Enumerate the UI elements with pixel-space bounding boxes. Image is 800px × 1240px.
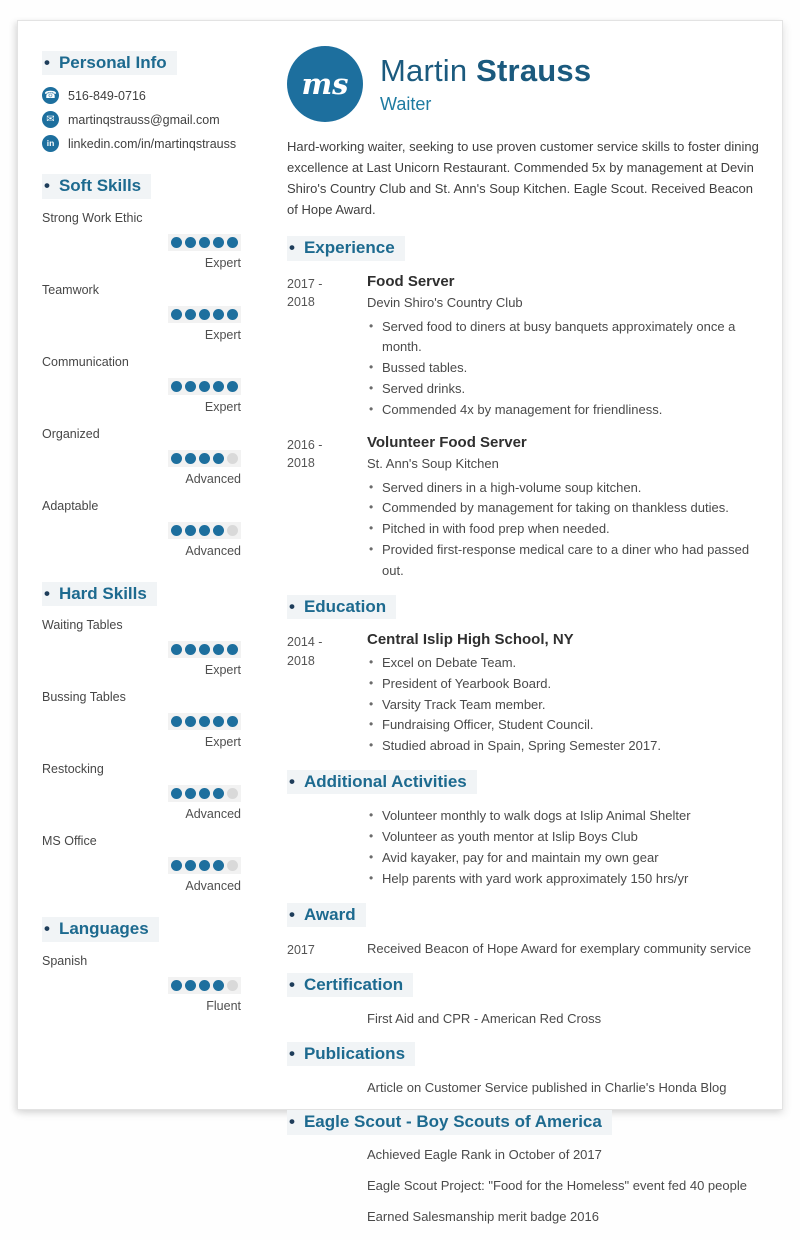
certification-title: • Certification	[287, 973, 413, 997]
dot-filled-icon	[199, 860, 210, 871]
dot-empty-icon	[227, 860, 238, 871]
dot-filled-icon	[185, 980, 196, 991]
dot-filled-icon	[185, 716, 196, 727]
award-section-heading	[287, 903, 764, 927]
eagle-scout-section-heading	[287, 1110, 764, 1134]
resume-header	[287, 46, 764, 122]
dot-filled-icon	[171, 525, 182, 536]
entry-date-start: 2014 -	[287, 634, 323, 649]
contact-text: linkedin.com/in/martinqstrauss	[68, 136, 237, 151]
entry-body	[367, 434, 764, 582]
skill-rating	[42, 378, 241, 397]
dot-filled-icon	[185, 309, 196, 320]
dot-filled-icon	[185, 525, 196, 536]
dot-filled-icon	[199, 525, 210, 536]
activity-bullet: • Volunteer monthly to walk dogs at Islip Animal Shelter	[367, 806, 764, 827]
skill-item	[42, 954, 241, 1013]
dot-filled-icon	[171, 644, 182, 655]
dot-empty-icon	[227, 453, 238, 464]
entry-role: Food Server	[367, 272, 455, 290]
dot-filled-icon	[213, 716, 224, 727]
phone-icon: ☎	[42, 87, 59, 104]
skill-dots	[168, 977, 241, 994]
entry-bullet: • Commended 4x by management for friendliness.	[367, 400, 764, 421]
publications-title: • Publications	[287, 1042, 415, 1066]
hard-skills-section-heading	[42, 582, 241, 606]
skill-level: Expert	[204, 327, 241, 342]
dot-filled-icon	[199, 381, 210, 392]
skill-dots	[168, 234, 241, 251]
skill-dots	[168, 450, 241, 467]
dot-filled-icon	[213, 309, 224, 320]
linkedin-icon: in	[42, 135, 59, 152]
dot-filled-icon	[185, 453, 196, 464]
dot-filled-icon	[227, 381, 238, 392]
entry-bullet: • Studied abroad in Spain, Spring Semester 2017.	[367, 736, 764, 757]
activity-bullet: • Volunteer as youth mentor at Islip Boys Club	[367, 827, 764, 848]
certification-date-spacer	[287, 1009, 367, 1029]
entry-body	[367, 273, 764, 421]
dot-filled-icon	[185, 381, 196, 392]
education-entries	[287, 631, 764, 757]
entry-bullet-list	[367, 478, 764, 582]
resume-page	[17, 20, 783, 1224]
entry-date-start: 2016 -	[287, 437, 323, 452]
professional-summary: Hard-working waiter, seeking to use proven customer service skills to foster dining excellence at Last Unicorn Restaurant. Commended 5x by management at Devin Shiro's Country Club and St. Ann's Soup Kitchen. Eagle Scout. Received Beacon of Hope Award.	[287, 139, 759, 218]
skill-item	[42, 283, 241, 342]
entry-bullet: • Served food to diners at busy banquets approximately once a month.	[367, 317, 764, 359]
soft-skills-section-heading	[42, 174, 241, 198]
skill-label: Strong Work Ethic	[42, 210, 143, 225]
entry-date-end: 2018	[287, 653, 315, 668]
dot-filled-icon	[227, 644, 238, 655]
dated-entry	[287, 434, 764, 582]
skill-dots	[168, 306, 241, 323]
soft-skills-title: • Soft Skills	[42, 174, 151, 198]
entry-role: Volunteer Food Server	[367, 433, 527, 451]
eagle-scout-line: Earned Salesmanship merit badge 2016	[367, 1208, 599, 1224]
person-name	[380, 53, 591, 89]
publications-date-spacer	[287, 1078, 367, 1098]
skill-label: Teamwork	[42, 282, 99, 297]
experience-section	[287, 236, 764, 581]
eagle-scout-line: Achieved Eagle Rank in October of 2017	[367, 1146, 602, 1162]
skill-dots	[168, 641, 241, 658]
entry-organization: St. Ann's Soup Kitchen	[367, 455, 499, 471]
experience-section-heading	[287, 236, 764, 260]
award-title: • Award	[287, 903, 366, 927]
languages-section-heading	[42, 917, 241, 941]
skill-item	[42, 618, 241, 677]
name-block	[380, 53, 591, 115]
dot-filled-icon	[199, 644, 210, 655]
dot-filled-icon	[185, 860, 196, 871]
languages-list	[42, 954, 241, 1013]
dot-filled-icon	[171, 716, 182, 727]
skill-dots	[168, 378, 241, 395]
dot-empty-icon	[227, 788, 238, 799]
dated-entry	[287, 273, 764, 421]
dot-filled-icon	[213, 453, 224, 464]
entry-date-end: 2018	[287, 456, 315, 471]
last-name: Strauss	[476, 53, 592, 88]
certification-text: First Aid and CPR - American Red Cross	[367, 1011, 602, 1027]
entry-bullet: • Provided first-response medical care to a diner who had passed out.	[367, 540, 764, 582]
skill-item	[42, 355, 241, 414]
skill-rating	[42, 785, 241, 804]
certification-section-heading	[287, 973, 764, 997]
dot-filled-icon	[185, 237, 196, 248]
skill-rating	[42, 306, 241, 325]
soft-skills-list	[42, 211, 241, 558]
dot-filled-icon	[213, 788, 224, 799]
award-section	[287, 903, 764, 960]
eagle-scout-date-spacer	[287, 1147, 367, 1240]
skill-item	[42, 834, 241, 893]
skill-item	[42, 211, 241, 270]
dot-empty-icon	[227, 980, 238, 991]
skill-rating	[42, 977, 241, 996]
dot-filled-icon	[185, 788, 196, 799]
skill-label: Adaptable	[42, 498, 99, 513]
skill-level: Advanced	[185, 807, 241, 822]
entry-bullet-list	[367, 317, 764, 421]
skill-item	[42, 690, 241, 749]
entry-bullet: • Bussed tables.	[367, 358, 764, 379]
dot-empty-icon	[227, 525, 238, 536]
main-column	[255, 21, 782, 1224]
dot-filled-icon	[213, 237, 224, 248]
entry-bullet-list	[367, 653, 764, 757]
personal-info-section-heading	[42, 51, 241, 75]
certification-section	[287, 973, 764, 1029]
activities-date-spacer	[287, 806, 367, 889]
contact-text: martinqstrauss@gmail.com	[68, 112, 220, 127]
additional-activities-heading	[287, 770, 764, 794]
dot-filled-icon	[199, 788, 210, 799]
contact-text: 516-849-0716	[68, 88, 146, 103]
skill-label: Waiting Tables	[42, 618, 123, 633]
eagle-scout-lines	[367, 1147, 764, 1240]
dot-filled-icon	[227, 716, 238, 727]
hard-skills-title: • Hard Skills	[42, 582, 157, 606]
job-title: Waiter	[380, 94, 432, 114]
skill-rating	[42, 234, 241, 253]
skill-dots	[168, 785, 241, 802]
entry-bullet: • Excel on Debate Team.	[367, 653, 764, 674]
dot-filled-icon	[213, 644, 224, 655]
skill-rating	[42, 713, 241, 732]
dot-filled-icon	[199, 980, 210, 991]
skill-level: Expert	[204, 735, 241, 750]
dot-filled-icon	[199, 237, 210, 248]
skill-item	[42, 499, 241, 558]
skill-label: Organized	[42, 426, 100, 441]
entry-bullet: • Served diners in a high-volume soup kitchen.	[367, 478, 764, 499]
additional-activities-entry	[287, 806, 764, 889]
dot-filled-icon	[185, 644, 196, 655]
skill-rating	[42, 857, 241, 876]
contact-list	[42, 87, 241, 152]
sidebar	[18, 21, 255, 1109]
eagle-scout-title: • Eagle Scout - Boy Scouts of America	[287, 1110, 612, 1134]
dot-filled-icon	[171, 453, 182, 464]
dot-filled-icon	[199, 453, 210, 464]
skill-dots	[168, 857, 241, 874]
skill-rating	[42, 522, 241, 541]
activity-bullet: • Avid kayaker, pay for and maintain my own gear	[367, 848, 764, 869]
skill-item	[42, 762, 241, 821]
education-title: • Education	[287, 595, 396, 619]
dot-filled-icon	[199, 716, 210, 727]
entry-bullet: • Varsity Track Team member.	[367, 695, 764, 716]
skill-level: Advanced	[185, 543, 241, 558]
skill-level: Expert	[204, 255, 241, 270]
entry-bullet: • Fundraising Officer, Student Council.	[367, 715, 764, 736]
publications-section-heading	[287, 1042, 764, 1066]
award-date: 2017	[287, 942, 315, 957]
skill-label: Communication	[42, 354, 129, 369]
eagle-scout-section	[287, 1110, 764, 1239]
dot-filled-icon	[227, 237, 238, 248]
dot-filled-icon	[213, 860, 224, 871]
publications-text: Article on Customer Service published in Charlie's Honda Blog	[367, 1079, 727, 1095]
entry-bullet: • Commended by management for taking on thankless duties.	[367, 498, 764, 519]
skill-level: Fluent	[206, 998, 241, 1013]
skill-dots	[168, 713, 241, 730]
dot-filled-icon	[171, 381, 182, 392]
dot-filled-icon	[213, 525, 224, 536]
entry-date-end: 2018	[287, 295, 315, 310]
hard-skills-list	[42, 618, 241, 893]
skill-label: Bussing Tables	[42, 690, 126, 705]
personal-info-title: • Personal Info	[42, 51, 177, 75]
skill-label: Spanish	[42, 953, 88, 968]
publications-entry	[287, 1078, 764, 1098]
entry-organization: Devin Shiro's Country Club	[367, 294, 523, 310]
dot-filled-icon	[213, 980, 224, 991]
dot-filled-icon	[171, 309, 182, 320]
dot-filled-icon	[171, 860, 182, 871]
contact-item	[42, 135, 241, 152]
experience-title: • Experience	[287, 236, 405, 260]
skill-label: MS Office	[42, 834, 97, 849]
eagle-scout-entry	[287, 1147, 764, 1240]
skill-level: Expert	[204, 663, 241, 678]
skill-rating	[42, 450, 241, 469]
experience-entries	[287, 273, 764, 582]
first-name: Martin	[380, 53, 468, 88]
entry-date	[287, 631, 367, 757]
entry-date	[287, 434, 367, 582]
skill-dots	[168, 522, 241, 539]
award-text: Received Beacon of Hope Award for exemplary community service	[367, 940, 752, 956]
education-section-heading	[287, 595, 764, 619]
award-entry	[287, 939, 764, 960]
education-section	[287, 595, 764, 757]
dot-filled-icon	[171, 980, 182, 991]
entry-date	[287, 273, 367, 421]
skill-level: Expert	[204, 399, 241, 414]
dot-filled-icon	[213, 381, 224, 392]
skill-level: Advanced	[185, 879, 241, 894]
entry-bullet: • Pitched in with food prep when needed.	[367, 519, 764, 540]
dot-filled-icon	[171, 237, 182, 248]
dot-filled-icon	[227, 309, 238, 320]
publications-section	[287, 1042, 764, 1098]
entry-date-start: 2017 -	[287, 276, 323, 291]
activity-bullet: • Help parents with yard work approximately 150 hrs/yr	[367, 869, 764, 890]
entry-bullet: • President of Yearbook Board.	[367, 674, 764, 695]
skill-level: Advanced	[185, 471, 241, 486]
email-icon: ✉	[42, 111, 59, 128]
entry-role: Central Islip High School, NY	[367, 630, 574, 648]
additional-activities-section	[287, 770, 764, 890]
skill-item	[42, 427, 241, 486]
entry-bullet: • Served drinks.	[367, 379, 764, 400]
languages-title: • Languages	[42, 917, 159, 941]
dated-entry	[287, 631, 764, 757]
additional-activities-title: • Additional Activities	[287, 770, 477, 794]
contact-item	[42, 111, 241, 128]
eagle-scout-line: Eagle Scout Project: "Food for the Homeless" event fed 40 people	[367, 1177, 747, 1193]
monogram-avatar: ms	[287, 46, 363, 122]
contact-item	[42, 87, 241, 104]
dot-filled-icon	[199, 309, 210, 320]
skill-rating	[42, 641, 241, 660]
skill-label: Restocking	[42, 762, 104, 777]
certification-entry	[287, 1009, 764, 1029]
dot-filled-icon	[171, 788, 182, 799]
entry-body	[367, 631, 764, 757]
activities-bullet-list	[367, 806, 764, 889]
